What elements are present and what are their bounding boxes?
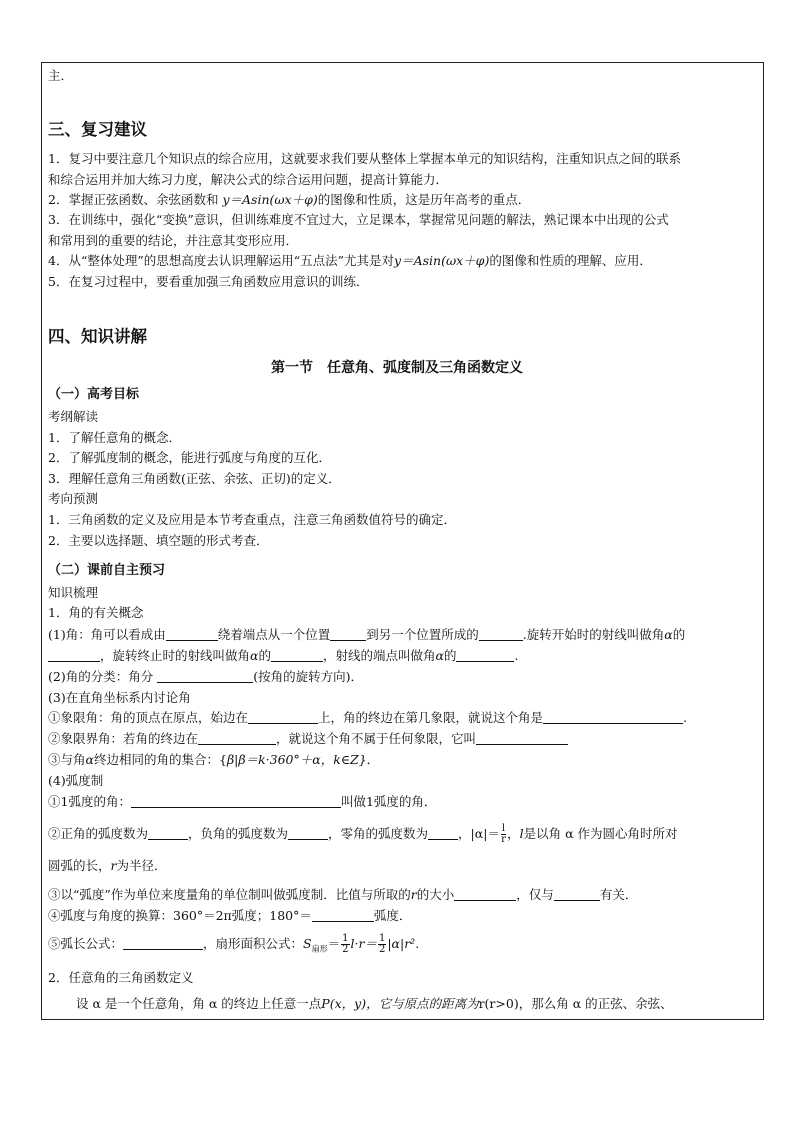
- text-line: ⑤弧长公式： ，扇形面积公式：$S_{扇形}=$ $\frac{1}{2}$ l·r＝ $\frac{1}{2}$ |α|r².: [48, 933, 420, 955]
- text-line: 4．从“整体处理”的思想高度去认识理解运用“五点法”尤其是对y＝Asin(ωx＋φ)的图像和性质的理解、应用．: [48, 253, 652, 268]
- fill-blank[interactable]: [271, 648, 323, 662]
- text-line: 设 α 是一个任意角，角 α 的终边上任意一点P(x，y)，它与原点的距离为r(r>0)，那么角 α 的正弦、余弦、: [76, 996, 673, 1011]
- text-line: 2．主要以选择题、填空题的形式考查．: [48, 533, 269, 548]
- fill-blank[interactable]: [476, 731, 568, 745]
- fill-blank[interactable]: [554, 887, 600, 901]
- fill-blank[interactable]: [428, 826, 458, 840]
- text-line: (1)角：角可以看成由 绕着端点从一个位置 到另一个位置所成的 .旋转开始时的射线叫做角α的: [48, 627, 686, 642]
- fill-blank[interactable]: [131, 794, 341, 808]
- fill-blank[interactable]: [48, 648, 100, 662]
- text-line: (4)弧度制: [48, 773, 104, 788]
- text-line: 和常用到的重要的结论，并注意其变形应用．: [48, 233, 299, 248]
- formula: y＝Asin(ωx＋φ): [394, 253, 490, 268]
- lesson-title: 第一节 任意角、弧度制及三角函数定义: [271, 360, 523, 376]
- text-line: 1．三角函数的定义及应用是本节考查重点，注意三角函数值符号的确定．: [48, 512, 456, 527]
- subsection-heading: （一）高考目标: [48, 387, 140, 402]
- text-line: ②正角的弧度数为 ，负角的弧度数为 ，零角的弧度数为 ，|α|＝ $\frac{l}{r}$ ，l是以角 α 作为圆心角时所对: [48, 823, 678, 845]
- text-line: ④弧度与角度的换算：360°＝2π弧度；180°＝ 弧度．: [48, 908, 412, 923]
- text-line: 考纲解读: [48, 409, 99, 424]
- formula: y＝Asin(ωx＋φ): [222, 192, 318, 207]
- text-line: 圆弧的长，r为半径．: [48, 858, 167, 873]
- fill-blank[interactable]: [198, 731, 276, 745]
- text-line: 2．任意角的三角函数定义: [48, 970, 194, 985]
- section-heading: 三、复习建议: [48, 120, 147, 139]
- fraction: $\frac{1}{2}$: [342, 933, 349, 955]
- text-line: ①1弧度的角： 叫做1弧度的角．: [48, 794, 437, 809]
- text-line: (2)角的分类：角分 (按角的旋转方向)．: [48, 669, 363, 684]
- fill-blank[interactable]: [456, 648, 514, 662]
- fill-blank[interactable]: [543, 710, 683, 724]
- text-line: 和综合运用并加大练习力度，解决公式的综合运用问题，提高计算能力．: [48, 172, 449, 187]
- text-line: 5．在复习过程中，要看重加强三角函数应用意识的训练．: [48, 274, 369, 289]
- text-line: ②象限界角：若角的终边在 ，就说这个角不属于任何象限，它叫: [48, 731, 568, 747]
- fill-blank[interactable]: [157, 669, 253, 683]
- text-line: ，旋转终止时的射线叫做角α的 ，射线的端点叫做角α的 .: [48, 648, 518, 664]
- text-line: 2．掌握正弦函数、余弦函数和 y＝Asin(ωx＋φ)的图像和性质，这是历年高考的重点．: [48, 192, 531, 207]
- text-line: 3．在训练中，强化“变换”意识，但训练难度不宜过大，立足课本，掌握常见问题的解法，熟记课本中出现的公式: [48, 212, 669, 227]
- fraction: $\frac{l}{r}$: [501, 823, 506, 845]
- fill-blank[interactable]: [248, 710, 318, 724]
- fill-blank[interactable]: [166, 627, 218, 641]
- text-line: 2．了解弧度制的概念，能进行弧度与角度的互化．: [48, 450, 331, 465]
- text-line: 1．角的有关概念: [48, 605, 144, 620]
- fill-blank[interactable]: [330, 627, 366, 641]
- fill-blank[interactable]: [288, 826, 328, 840]
- section-heading: 四、知识讲解: [48, 327, 147, 346]
- text-line: 主．: [48, 68, 74, 83]
- text-line: ③与角α终边相同的角的集合：{β|β＝k·360°＋α，k∈Z}．: [48, 752, 380, 767]
- text-line: 知识梳理: [48, 585, 99, 600]
- text-line: 1．了解任意角的概念．: [48, 430, 181, 445]
- subsection-heading: （二）课前自主预习: [48, 563, 166, 578]
- fraction: $\frac{1}{2}$: [378, 933, 386, 955]
- text-line: ③以“弧度”作为单位来度量角的单位制叫做弧度制．比值与所取的r的大小 ，仅与 有关．: [48, 887, 638, 902]
- text-line: 1．复习中要注意几个知识点的综合应用，这就要求我们要从整体上掌握本单元的知识结构，注重知识点之间的联系: [48, 151, 681, 166]
- fill-blank[interactable]: [123, 936, 203, 950]
- text-line: 考向预测: [48, 491, 99, 506]
- fill-blank[interactable]: [479, 627, 523, 641]
- text-line: 3．理解任意角三角函数(正弦、余弦、正切)的定义．: [48, 471, 341, 486]
- fill-blank[interactable]: [148, 826, 188, 840]
- fill-blank[interactable]: [454, 887, 516, 901]
- text-line: ①象限角：角的顶点在原点，始边在 上，角的终边在第几象限，就说这个角是 .: [48, 710, 688, 725]
- text-line: (3)在直角坐标系内讨论角: [48, 690, 191, 705]
- fill-blank[interactable]: [312, 908, 374, 922]
